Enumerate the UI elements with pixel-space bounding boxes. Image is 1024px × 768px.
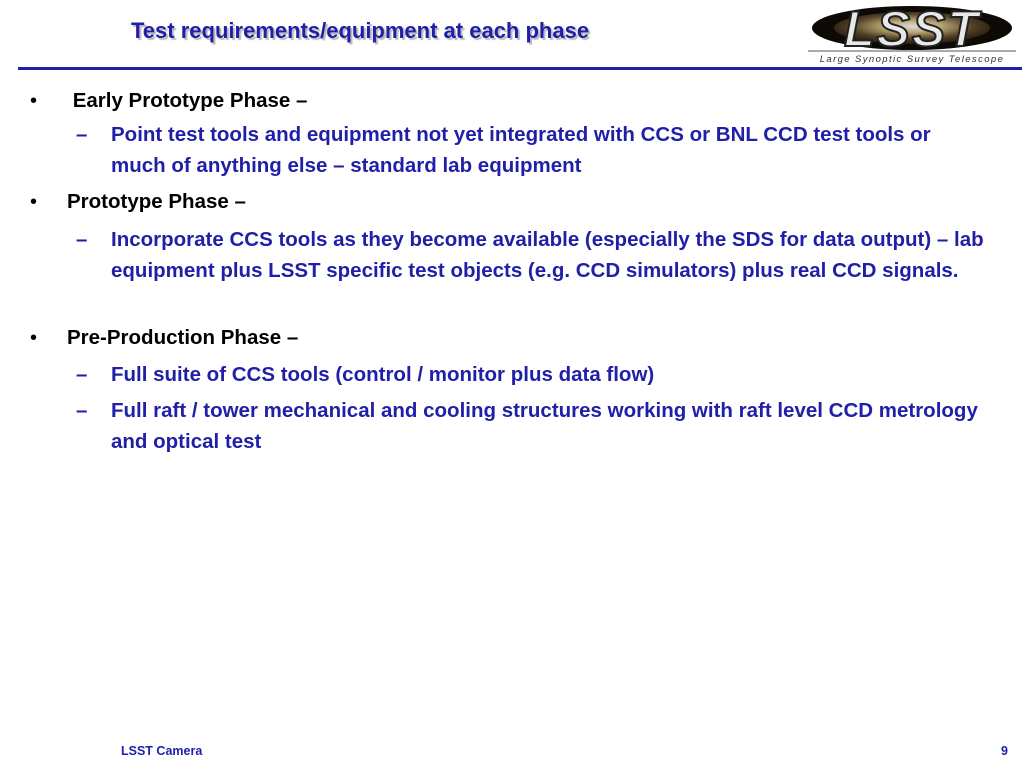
bullet-marker: • [30,191,38,213]
logo-wordmark [844,2,982,57]
subbullet-early-prototype-1: Point test tools and equipment not yet integrated with CCS or BNL CCD test tools or much of anything else – standard lab equipment [111,123,931,177]
bullet-early-prototype: Early Prototype Phase – [67,89,308,112]
subbullet-prototype-1: Incorporate CCS tools as they become available (especially the SDS for data output) – lab equipment plus LSST specific test objects (e.g. CCD simulators) plus real CCD signals. [111,228,984,282]
footer-label: LSST Camera [121,744,203,758]
slide-title: Test requirements/equipment at each phase [131,18,590,43]
subbullet-marker: – [76,123,88,146]
lsst-logo [806,2,1018,65]
logo-tagline: Large Synoptic Survey Telescope [819,54,1005,65]
subbullet-marker: – [76,399,88,422]
bullet-marker: • [30,327,38,349]
subbullet-pre-production-1: Full suite of CCS tools (control / monitor plus data flow) [111,363,655,386]
bullet-pre-production: Pre-Production Phase – [67,326,299,349]
bullet-marker: • [30,90,38,112]
svg-text:LSST: LSST [844,2,980,57]
bullet-prototype: Prototype Phase – [67,190,246,213]
subbullet-marker: – [76,228,88,251]
subbullet-pre-production-2: Full raft / tower mechanical and cooling structures working with raft level CCD metrology and optical test [111,399,978,453]
page-number: 9 [1001,744,1008,758]
subbullet-marker: – [76,363,88,386]
title-divider [18,67,1022,70]
